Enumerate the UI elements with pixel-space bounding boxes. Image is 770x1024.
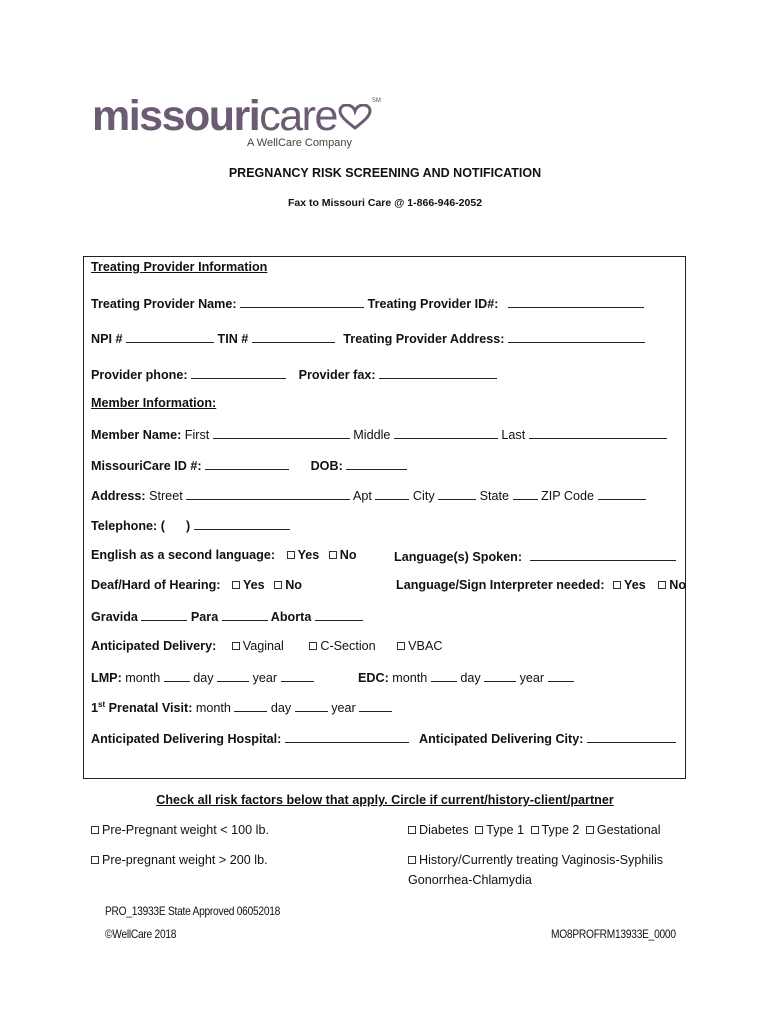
underweight-checkbox[interactable] <box>91 826 99 834</box>
esl-row <box>91 548 357 562</box>
prenatal-visit-row <box>91 699 392 715</box>
gravida-row <box>91 608 363 624</box>
prenatal-visit-label <box>91 701 192 715</box>
prenatal-day-label: day <box>270 701 292 715</box>
esl-no-checkbox[interactable] <box>329 551 337 559</box>
zip-field[interactable] <box>598 487 646 500</box>
para-label: Para <box>190 610 219 624</box>
prenatal-label-sup: st <box>98 699 106 709</box>
page-title: PREGNANCY RISK SCREENING AND NOTIFICATION <box>228 166 542 180</box>
missouricare-logo <box>92 94 381 138</box>
area-code-close: ) <box>185 519 191 533</box>
deaf-row <box>91 578 302 592</box>
interpreter-no-checkbox[interactable] <box>658 581 666 589</box>
edc-month-label: month <box>392 671 428 685</box>
member-address-label: Address: <box>91 489 146 503</box>
area-code-field[interactable] <box>168 518 182 530</box>
first-name-label: First <box>184 428 210 442</box>
esl-label: English as a second language: <box>91 548 276 562</box>
logo-tagline: A WellCare Company <box>247 137 352 149</box>
risk-item-underweight <box>91 823 269 837</box>
lmp-year-label: year <box>252 671 278 685</box>
type1-label: Type 1 <box>486 823 525 837</box>
provider-id-label: Treating Provider ID#: <box>367 297 499 311</box>
para-field[interactable] <box>222 608 268 621</box>
member-name-row <box>91 426 667 442</box>
deaf-no-checkbox[interactable] <box>274 581 282 589</box>
lmp-day-label: day <box>193 671 214 685</box>
prenatal-label-num: 1 <box>91 701 99 715</box>
languages-row <box>394 548 676 564</box>
prenatal-year-label: year <box>331 701 356 715</box>
overweight-label: Pre-pregnant weight > 200 lb. <box>102 853 268 867</box>
provider-phone-field[interactable] <box>191 366 286 379</box>
sti-history-checkbox[interactable] <box>408 856 416 864</box>
city-field[interactable] <box>438 487 476 500</box>
languages-field[interactable] <box>530 548 676 561</box>
provider-section-title: Treating Provider Information <box>91 260 268 274</box>
state-field[interactable] <box>513 487 538 500</box>
hospital-row <box>91 730 409 746</box>
provider-address-field[interactable] <box>508 330 645 343</box>
prenatal-month-label: month <box>195 701 231 715</box>
member-id-row <box>91 457 407 473</box>
csection-checkbox[interactable] <box>309 642 317 650</box>
street-label: Street <box>149 489 183 503</box>
provider-name-label: Treating Provider Name: <box>91 297 237 311</box>
deaf-yes-checkbox[interactable] <box>232 581 240 589</box>
footer-copyright: ©WellCare 2018 <box>105 927 177 941</box>
npi-field[interactable] <box>126 330 214 343</box>
type1-checkbox[interactable] <box>475 826 483 834</box>
provider-fax-field[interactable] <box>379 366 497 379</box>
aborta-field[interactable] <box>315 608 363 621</box>
member-section-title: Member Information: <box>91 396 217 410</box>
esl-yes-label: Yes <box>297 548 320 562</box>
lmp-year-field[interactable] <box>281 669 314 682</box>
vbac-label: VBAC <box>408 639 443 653</box>
dob-label: DOB: <box>310 459 343 473</box>
interpreter-yes-checkbox[interactable] <box>613 581 621 589</box>
footer-form-code: MO8PROFRM13933E_0000 <box>551 927 676 941</box>
provider-fax-label: Provider fax: <box>298 368 376 382</box>
heart-icon <box>338 104 372 133</box>
provider-contact-row <box>91 366 497 382</box>
interpreter-label: Language/Sign Interpreter needed: <box>396 578 605 592</box>
telephone-field[interactable] <box>194 517 290 530</box>
type2-label: Type 2 <box>541 823 580 837</box>
esl-no-label: No <box>339 548 357 562</box>
city-label: City <box>412 489 435 503</box>
interpreter-row <box>396 578 686 592</box>
provider-phone-label: Provider phone: <box>91 368 188 382</box>
esl-yes-checkbox[interactable] <box>287 551 295 559</box>
telephone-label: Telephone: <box>91 519 158 533</box>
edc-row <box>358 669 574 685</box>
middle-name-label: Middle <box>353 428 391 442</box>
first-name-field[interactable] <box>213 426 350 439</box>
overweight-checkbox[interactable] <box>91 856 99 864</box>
edc-label: EDC: <box>358 671 389 685</box>
prenatal-label-text: Prenatal Visit: <box>105 701 193 715</box>
deaf-label: Deaf/Hard of Hearing: <box>91 578 221 592</box>
provider-id-field[interactable] <box>508 295 644 308</box>
npi-row <box>91 330 645 346</box>
edc-year-field[interactable] <box>548 669 574 682</box>
type2-checkbox[interactable] <box>531 826 539 834</box>
dob-field[interactable] <box>346 457 407 470</box>
lmp-month-field[interactable] <box>164 669 190 682</box>
risk-item-diabetes <box>408 823 661 837</box>
member-id-label: MissouriCare ID #: <box>91 459 202 473</box>
middle-name-field[interactable] <box>394 426 498 439</box>
lmp-month-label: month <box>125 671 161 685</box>
apt-field[interactable] <box>375 487 409 500</box>
provider-name-field[interactable] <box>240 295 364 308</box>
interpreter-yes-label: Yes <box>624 578 646 592</box>
vaginal-checkbox[interactable] <box>232 642 240 650</box>
zip-label: ZIP Code <box>541 489 595 503</box>
state-label: State <box>479 489 510 503</box>
deaf-no-label: No <box>285 578 302 592</box>
member-id-field[interactable] <box>205 457 289 470</box>
prenatal-day-field[interactable] <box>295 699 328 712</box>
edc-year-label: year <box>519 671 545 685</box>
fax-instruction: Fax to Missouri Care @ 1-866-946-2052 <box>287 197 483 209</box>
gravida-label: Gravida <box>91 610 138 624</box>
delivery-row <box>91 639 442 653</box>
languages-label: Language(s) Spoken: <box>394 550 523 564</box>
risk-factors-header: Check all risk factors below that apply. Circle if current/history-client/partner <box>156 793 614 807</box>
edc-month-field[interactable] <box>431 669 457 682</box>
interpreter-no-label: No <box>669 578 687 592</box>
area-code-open: ( <box>160 519 165 533</box>
last-name-label: Last <box>501 428 526 442</box>
prenatal-month-field[interactable] <box>234 699 267 712</box>
aborta-label: Aborta <box>270 610 312 624</box>
apt-label: Apt <box>353 489 372 503</box>
gravida-field[interactable] <box>141 608 187 621</box>
delivering-city-field[interactable] <box>587 730 676 743</box>
delivery-label: Anticipated Delivery: <box>91 639 217 653</box>
risk-item-sti-history <box>408 853 663 867</box>
underweight-label: Pre-Pregnant weight < 100 lb. <box>102 823 269 837</box>
member-telephone-row <box>91 517 290 533</box>
edc-day-field[interactable] <box>484 669 516 682</box>
service-mark: SM <box>371 98 381 104</box>
delivering-city-label: Anticipated Delivering City: <box>419 732 584 746</box>
risk-item-overweight <box>91 853 268 867</box>
member-address-row <box>91 487 646 503</box>
npi-label: NPI # <box>91 332 123 346</box>
vaginal-label: Vaginal <box>242 639 284 653</box>
logo-text-care: care <box>259 92 337 140</box>
provider-address-label: Treating Provider Address: <box>343 332 505 346</box>
tin-label: TIN # <box>217 332 249 346</box>
lmp-label: LMP: <box>91 671 122 685</box>
deaf-yes-label: Yes <box>242 578 265 592</box>
sti-history-label-line2: Gonorrhea-Chlamydia <box>408 873 532 887</box>
logo-text-missouri: missouri <box>92 92 260 140</box>
footer-approval: PRO_13933E State Approved 06052018 <box>105 904 281 918</box>
member-name-label: Member Name: <box>91 428 182 442</box>
delivering-city-row <box>419 730 676 746</box>
lmp-row <box>91 669 314 685</box>
diabetes-label: Diabetes <box>419 823 469 837</box>
lmp-day-field[interactable] <box>217 669 249 682</box>
hospital-label: Anticipated Delivering Hospital: <box>91 732 282 746</box>
edc-day-label: day <box>460 671 481 685</box>
gestational-checkbox[interactable] <box>586 826 594 834</box>
csection-label: C-Section <box>320 639 376 653</box>
sti-history-label-line1: History/Currently treating Vaginosis-Syphilis <box>419 853 664 867</box>
tin-field[interactable] <box>252 330 335 343</box>
vbac-checkbox[interactable] <box>397 642 405 650</box>
last-name-field[interactable] <box>529 426 667 439</box>
gestational-label: Gestational <box>596 823 661 837</box>
provider-name-row <box>91 295 644 311</box>
diabetes-checkbox[interactable] <box>408 826 416 834</box>
street-field[interactable] <box>186 487 350 500</box>
prenatal-year-field[interactable] <box>359 699 392 712</box>
hospital-field[interactable] <box>285 730 409 743</box>
